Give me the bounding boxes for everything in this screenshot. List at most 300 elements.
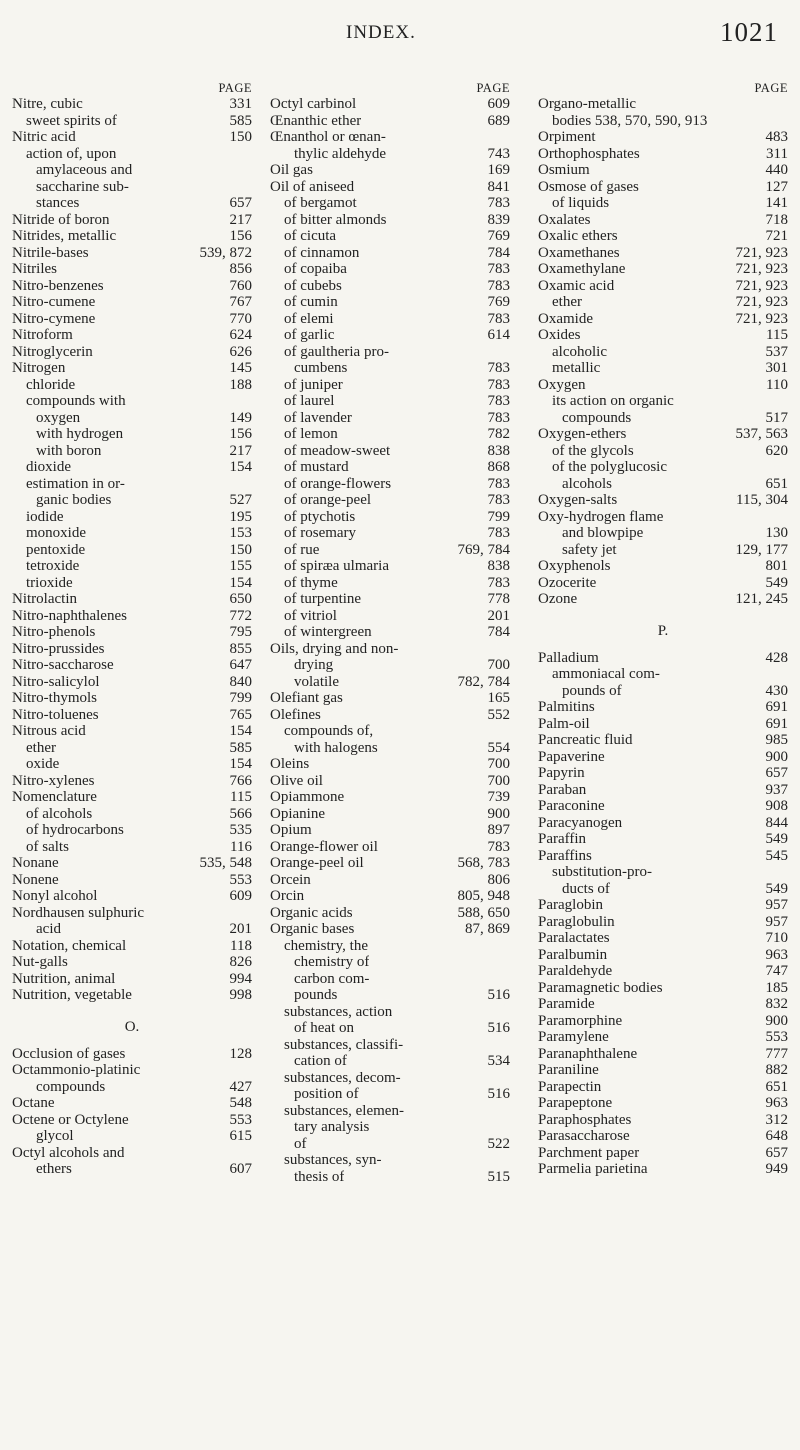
index-term: Olefines — [270, 706, 321, 723]
index-entry — [270, 674, 510, 691]
index-term: pounds — [294, 987, 338, 1003]
page-reference: 783 — [487, 492, 510, 508]
index-entry — [538, 212, 788, 229]
index-entry — [270, 492, 510, 509]
index-entry — [538, 195, 788, 212]
index-term: Orange-flower oil — [270, 838, 378, 855]
page-reference: 607 — [229, 1161, 252, 1177]
index-term: of rosemary — [284, 525, 357, 541]
index-term: Paramorphine — [538, 1012, 623, 1029]
index-term: Parapeptone — [538, 1095, 613, 1111]
index-term: Nitro-thymols — [12, 690, 97, 706]
page-reference: 806 — [487, 871, 510, 888]
page-reference: 784 — [487, 244, 510, 261]
running-head: INDEX. — [346, 22, 416, 43]
page-header — [0, 0, 800, 60]
page-reference — [782, 113, 788, 130]
index-entry — [538, 666, 788, 683]
index-term: iodide — [26, 508, 64, 525]
index-entry — [270, 162, 510, 179]
index-term: action of, upon — [26, 145, 117, 162]
index-term: of cumin — [284, 294, 338, 310]
page-reference — [504, 344, 510, 361]
page-reference: 553 — [765, 1029, 788, 1045]
index-entry — [538, 245, 788, 262]
index-term: substances, syn- — [284, 1152, 382, 1168]
page-reference: 772 — [229, 607, 252, 624]
page-reference: 783 — [487, 475, 510, 492]
page-reference: 783 — [487, 376, 510, 393]
page-reference: 778 — [487, 591, 510, 607]
index-entry — [270, 96, 510, 113]
index-term: Osmose of gases — [538, 178, 639, 195]
page-reference: 657 — [765, 765, 788, 781]
index-column-2 — [270, 80, 510, 1185]
index-term: Nitro-cymene — [12, 310, 96, 327]
index-term: Octane — [12, 1095, 55, 1111]
page-reference: 651 — [765, 1078, 788, 1095]
index-term: position of — [294, 1086, 359, 1102]
index-entry — [12, 938, 252, 955]
index-term: Parasaccharose — [538, 1128, 630, 1144]
index-entry — [270, 212, 510, 229]
page-reference: 783 — [487, 574, 510, 591]
index-term: tetroxide — [26, 558, 80, 574]
page-reference: 700 — [487, 756, 510, 772]
index-entry — [12, 525, 252, 542]
index-term: Papaverine — [538, 748, 605, 765]
page-reference: 657 — [765, 1144, 788, 1161]
index-term: Olive oil — [270, 772, 323, 789]
index-entry — [12, 756, 252, 773]
index-entry — [270, 839, 510, 856]
page-reference: 647 — [229, 657, 252, 673]
page-reference: 783 — [487, 195, 510, 211]
index-entry — [12, 179, 252, 196]
index-entry — [270, 806, 510, 823]
index-term: Oil gas — [270, 162, 313, 178]
index-entry — [12, 96, 252, 113]
index-entry — [12, 1062, 252, 1079]
page-reference: 522 — [487, 1135, 510, 1152]
page-reference: 156 — [229, 228, 252, 244]
index-term: substitution-pro- — [552, 864, 652, 880]
index-term: Octene or Octylene — [12, 1111, 129, 1128]
index-term: Opium — [270, 822, 312, 838]
index-entry — [12, 558, 252, 575]
index-term: Paraconine — [538, 798, 605, 814]
index-term: Oxygen — [538, 376, 586, 393]
index-entry — [12, 806, 252, 823]
index-term: sweet spirits of — [26, 112, 117, 129]
index-entry — [12, 377, 252, 394]
index-term: Nitrolactin — [12, 591, 77, 607]
page-reference: 312 — [765, 1111, 788, 1128]
page-reference: 826 — [229, 954, 252, 970]
page-reference — [504, 1103, 510, 1120]
index-entry — [538, 509, 788, 526]
page-reference: 516 — [487, 987, 510, 1003]
index-entry — [538, 443, 788, 460]
index-term: Oxygen-salts — [538, 492, 618, 508]
index-term: Organic bases — [270, 921, 355, 937]
page-reference: 769, 784 — [457, 541, 510, 558]
page-reference: 739 — [487, 789, 510, 805]
index-term: Ozocerite — [538, 574, 597, 591]
index-entry — [270, 261, 510, 278]
page-reference: 301 — [765, 360, 788, 376]
page-reference: 838 — [487, 442, 510, 459]
page-reference: 154 — [229, 459, 252, 475]
index-term: Occlusion of gases — [12, 1045, 126, 1062]
index-entry — [12, 509, 252, 526]
index-term: Nitric acid — [12, 129, 76, 145]
index-term: Orcein — [270, 871, 311, 888]
page-reference: 721 — [765, 228, 788, 244]
index-term: Paraglobin — [538, 897, 603, 913]
index-entry — [12, 393, 252, 410]
index-entry — [538, 683, 788, 700]
index-entry — [538, 542, 788, 559]
page-reference: 585 — [229, 739, 252, 756]
index-entry — [270, 393, 510, 410]
page-reference: 838 — [487, 558, 510, 574]
index-term: ammoniacal com- — [552, 666, 660, 682]
index-entry — [538, 881, 788, 898]
index-term: with boron — [36, 442, 102, 459]
index-entry — [538, 848, 788, 865]
index-term: bodies 538, 570, 590, 913 — [552, 112, 708, 129]
index-term: Oxides — [538, 327, 581, 343]
index-entry — [12, 195, 252, 212]
index-entry — [12, 228, 252, 245]
index-term: substances, classifi- — [284, 1036, 404, 1053]
index-term: thesis of — [294, 1168, 345, 1185]
index-entry — [538, 765, 788, 782]
index-entry — [270, 822, 510, 839]
index-term: of liquids — [552, 195, 610, 211]
page-reference: 553 — [229, 871, 252, 888]
page-reference: 718 — [765, 211, 788, 228]
index-entry — [12, 789, 252, 806]
page-reference: 517 — [765, 409, 788, 426]
index-term: of elemi — [284, 310, 334, 327]
page-reference: 141 — [765, 195, 788, 211]
index-term: of cubebs — [284, 277, 342, 294]
index-entry — [12, 872, 252, 889]
index-entry — [12, 690, 252, 707]
index-entry — [270, 1152, 510, 1169]
page-reference: 331 — [229, 96, 252, 112]
index-entry — [12, 921, 252, 938]
index-term: of turpentine — [284, 591, 362, 607]
page-reference: 882 — [765, 1062, 788, 1078]
page-reference: 430 — [765, 682, 788, 699]
index-term: thylic aldehyde — [294, 145, 387, 162]
page-reference: 115 — [766, 327, 788, 343]
index-entry — [12, 360, 252, 377]
page-reference: 897 — [487, 822, 510, 838]
index-entry — [538, 914, 788, 931]
index-term: of heat on — [294, 1020, 354, 1036]
index-term: of bergamot — [284, 195, 357, 211]
index-term: of lavender — [284, 409, 352, 426]
index-term: carbon com- — [294, 970, 370, 987]
index-entry — [270, 278, 510, 295]
page-reference — [504, 954, 510, 971]
index-term: Opianine — [270, 805, 325, 822]
index-entry — [270, 129, 510, 146]
page-reference: 721, 923 — [735, 244, 788, 261]
page-reference: 440 — [765, 162, 788, 178]
index-entry — [12, 476, 252, 493]
index-entry — [270, 1136, 510, 1153]
page-reference: 130 — [765, 525, 788, 541]
index-term: and blowpipe — [562, 525, 644, 541]
index-term: of lemon — [284, 426, 338, 442]
index-entry — [538, 1161, 788, 1178]
index-entry — [12, 443, 252, 460]
page-reference: 154 — [229, 756, 252, 772]
index-entry — [12, 740, 252, 757]
index-entry — [12, 261, 252, 278]
page-reference — [782, 393, 788, 410]
index-term: alcohols — [562, 475, 612, 492]
index-entry — [270, 591, 510, 608]
index-entry — [12, 641, 252, 658]
index-entry — [12, 608, 252, 625]
index-entry — [270, 1070, 510, 1087]
index-term: substances, elemen- — [284, 1102, 404, 1119]
page-reference: 770 — [229, 310, 252, 327]
index-term: of laurel — [284, 393, 335, 409]
page-reference — [782, 96, 788, 113]
index-entry — [538, 1013, 788, 1030]
page-reference — [782, 459, 788, 476]
index-entry — [538, 575, 788, 592]
index-term: of orange-peel — [284, 492, 372, 508]
index-term: Nitro-saccharose — [12, 657, 114, 673]
index-entry — [270, 707, 510, 724]
index-term: cation of — [294, 1053, 347, 1069]
index-term: estimation in or- — [26, 475, 125, 492]
page-reference: 963 — [765, 946, 788, 963]
index-term: tary analysis — [294, 1119, 370, 1135]
index-term: Oxalates — [538, 211, 591, 228]
index-term: monoxide — [26, 525, 86, 541]
index-entry — [12, 855, 252, 872]
page-reference: 721, 923 — [735, 261, 788, 277]
index-term: chloride — [26, 376, 76, 393]
page-reference: 900 — [765, 748, 788, 765]
page-reference: 201 — [487, 607, 510, 624]
index-term: Nonyl alcohol — [12, 888, 98, 904]
index-entry — [538, 815, 788, 832]
index-entry — [270, 426, 510, 443]
index-term: Papyrin — [538, 765, 585, 781]
index-term: of cinnamon — [284, 244, 360, 261]
index-entry — [12, 459, 252, 476]
index-term: trioxide — [26, 574, 73, 591]
index-term: Nut-galls — [12, 954, 68, 970]
index-term: Nonene — [12, 871, 59, 888]
index-term: Parmelia parietina — [538, 1161, 648, 1177]
index-term: Nitro-cumene — [12, 294, 96, 310]
page-reference: 769 — [487, 228, 510, 244]
index-term: ducts of — [562, 880, 610, 897]
index-term: compounds — [562, 409, 632, 426]
page-reference: 217 — [229, 442, 252, 459]
index-term: Orpiment — [538, 129, 596, 145]
index-entry — [538, 179, 788, 196]
page-reference: 844 — [765, 814, 788, 831]
index-entry — [270, 657, 510, 674]
index-entry — [538, 1079, 788, 1096]
page-reference — [504, 1119, 510, 1136]
page-reference: 115, 304 — [736, 492, 788, 508]
page-reference: 651 — [765, 475, 788, 492]
index-entry — [538, 947, 788, 964]
index-entry — [270, 459, 510, 476]
page-reference: 427 — [229, 1078, 252, 1095]
page-reference: 116 — [230, 838, 252, 855]
index-column-1 — [12, 80, 252, 1178]
page-reference: 783 — [487, 525, 510, 541]
index-term: Nitroform — [12, 327, 73, 343]
page-reference: 937 — [765, 781, 788, 798]
index-term: pounds of — [562, 682, 622, 699]
page-reference: 149 — [229, 409, 252, 426]
index-term: of salts — [26, 838, 69, 855]
index-entry — [12, 327, 252, 344]
index-term: Osmium — [538, 162, 590, 178]
page-reference — [504, 1152, 510, 1169]
page-reference: 784 — [487, 624, 510, 640]
page-reference: 801 — [765, 558, 788, 574]
page-reference: 841 — [487, 178, 510, 195]
index-entry — [270, 872, 510, 889]
index-entry — [270, 641, 510, 658]
index-term: Oxyphenols — [538, 558, 611, 574]
index-entry — [270, 410, 510, 427]
page-reference: 153 — [229, 525, 252, 541]
index-entry — [538, 749, 788, 766]
page-reference: 156 — [229, 426, 252, 442]
index-entry — [270, 228, 510, 245]
index-term: Orcin — [270, 888, 305, 904]
index-term: of meadow-sweet — [284, 442, 391, 459]
page-reference: 783 — [487, 393, 510, 409]
index-term: its action on organic — [552, 393, 674, 409]
index-term: Nitro-salicylol — [12, 673, 100, 690]
index-entry — [538, 1128, 788, 1145]
index-entry — [538, 996, 788, 1013]
page-reference — [246, 905, 252, 922]
index-entry — [538, 782, 788, 799]
section-letter-heading: O. — [124, 1018, 140, 1035]
page-reference: 609 — [487, 96, 510, 112]
index-term: Nitro-toluenes — [12, 706, 99, 723]
page-reference: 985 — [765, 732, 788, 748]
index-term: cumbens — [294, 360, 348, 376]
page-reference: 428 — [765, 649, 788, 666]
index-term: Oleins — [270, 756, 310, 772]
index-term: Olefiant gas — [270, 690, 343, 706]
index-entry — [12, 542, 252, 559]
page-reference: 868 — [487, 459, 510, 475]
index-entry — [12, 1079, 252, 1096]
index-term: Nordhausen sulphuric — [12, 904, 145, 921]
page-reference: 777 — [765, 1045, 788, 1062]
page-reference: 900 — [487, 805, 510, 822]
page-reference: 568, 783 — [457, 855, 510, 871]
index-entry — [270, 1004, 510, 1021]
index-term: of garlic — [284, 327, 335, 343]
page-reference: 799 — [229, 690, 252, 706]
index-entry — [12, 773, 252, 790]
index-entry — [538, 344, 788, 361]
page-reference — [246, 393, 252, 410]
index-term: Paralbumin — [538, 946, 608, 963]
index-entry — [12, 1112, 252, 1129]
index-term: Nitro-xylenes — [12, 772, 95, 789]
index-entry — [12, 294, 252, 311]
page-reference: 609 — [229, 888, 252, 904]
index-entry — [12, 311, 252, 328]
page-reference: 799 — [487, 508, 510, 525]
index-entry — [270, 1053, 510, 1070]
index-term: Nitrous acid — [12, 723, 86, 739]
index-entry — [270, 360, 510, 377]
index-term: with hydrogen — [36, 426, 124, 442]
page-reference: 783 — [487, 360, 510, 376]
index-term: Octyl carbinol — [270, 96, 357, 112]
page-reference — [504, 971, 510, 988]
index-entry — [270, 954, 510, 971]
index-entry — [12, 888, 252, 905]
page-reference: 527 — [229, 492, 252, 508]
page-reference: 949 — [765, 1161, 788, 1177]
index-term: Organic acids — [270, 904, 353, 921]
page-reference: 743 — [487, 145, 510, 162]
index-term: Oil of aniseed — [270, 178, 355, 195]
page-reference: 721, 923 — [735, 277, 788, 294]
page-reference: 998 — [229, 987, 252, 1003]
index-entry — [270, 905, 510, 922]
index-term: Nitride of boron — [12, 211, 110, 228]
index-entry — [538, 492, 788, 509]
index-entry — [538, 393, 788, 410]
page-number: 1021 — [720, 17, 778, 47]
index-entry — [12, 113, 252, 130]
index-entry — [270, 690, 510, 707]
index-entry — [12, 591, 252, 608]
index-entry — [538, 864, 788, 881]
page-reference: 839 — [487, 211, 510, 228]
page-reference: 765 — [229, 706, 252, 723]
index-entry — [270, 608, 510, 625]
index-term: Oxamide — [538, 310, 593, 327]
index-entry — [538, 129, 788, 146]
page-reference: 832 — [765, 996, 788, 1012]
page-reference: 760 — [229, 277, 252, 294]
page-reference: 516 — [487, 1086, 510, 1102]
index-entry — [270, 1103, 510, 1120]
page-reference: 957 — [765, 897, 788, 913]
index-entry — [12, 1145, 252, 1162]
index-entry — [538, 162, 788, 179]
page-reference: 545 — [765, 847, 788, 864]
